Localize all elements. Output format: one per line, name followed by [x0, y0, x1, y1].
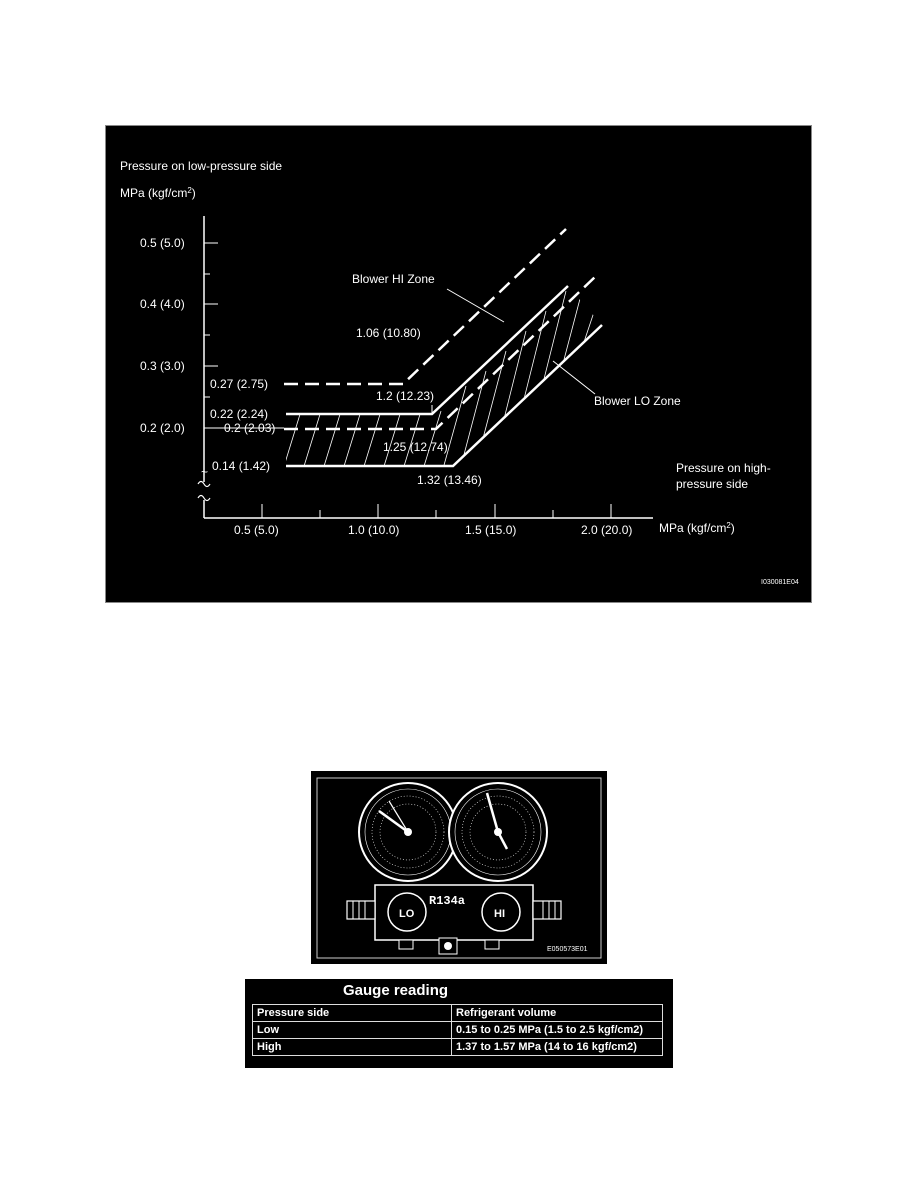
y-tick-label-0.4: 0.4 (4.0): [140, 297, 185, 311]
y-ticks: [204, 243, 218, 428]
x-ticks: [262, 504, 611, 518]
x-tick-label-2.0: 2.0 (20.0): [581, 523, 633, 537]
corner-label-1.2: 1.2 (12.23): [376, 389, 435, 403]
header-refrigerant-volume: Refrigerant volume: [452, 1005, 663, 1022]
table-row: [253, 1039, 663, 1056]
hi-gauge-dial: [449, 783, 547, 881]
hi-zone-upper-line: [284, 229, 566, 384]
r134a-label: R134a: [429, 894, 466, 908]
corner-label-1.06: 1.06 (10.80): [356, 326, 421, 340]
bottom-fitting-center-port: [444, 942, 452, 950]
gauge-reading-title: Gauge reading: [343, 982, 449, 999]
y-axis-title: Pressure on low-pressure side: [120, 159, 283, 173]
label-0.22: 0.22 (2.24): [210, 407, 269, 421]
lo-knob-label: LO: [399, 908, 415, 920]
label-0.27: 0.27 (2.75): [210, 377, 269, 391]
x-axis-unit: MPa $(kgf/cm^2)$: [659, 520, 735, 535]
chart-figure-code: I030081E04: [761, 579, 799, 586]
left-fitting: [347, 901, 375, 919]
manifold-gauge-figure: [311, 771, 607, 964]
x-axis-title-line1: Pressure on high-: [676, 461, 771, 475]
gauge-reading-table-box: [245, 979, 673, 1068]
y-tick-label-0.2: 0.2 (2.0): [140, 421, 185, 435]
blower-hi-zone-label: Blower HI Zone: [352, 272, 435, 286]
gauge-reading-table: [252, 1004, 663, 1056]
row-high-side: High: [253, 1039, 452, 1056]
label-0.14: 0.14 (1.42): [212, 459, 271, 473]
y-tick-label-0.5: 0.5 (5.0): [140, 236, 185, 250]
row-low-value: 0.15 to 0.25 MPa (1.5 to 2.5 kgf/cm2): [452, 1022, 663, 1039]
x-tick-label-1.0: 1.0 (10.0): [348, 523, 400, 537]
corner-label-1.25: 1.25 (12.74): [383, 440, 448, 454]
y-axis-break-1: [198, 482, 210, 487]
row-low-side: Low: [253, 1022, 452, 1039]
pressure-chart: [105, 125, 812, 603]
y-tick-label-0.3: 0.3 (3.0): [140, 359, 185, 373]
table-header-row: [253, 1005, 663, 1022]
hi-knob-label: HI: [494, 908, 505, 920]
pressure-chart-svg: [106, 126, 813, 604]
table-row: [253, 1022, 663, 1039]
right-fitting: [533, 901, 561, 919]
label-0.2: 0.2 (2.03): [224, 421, 276, 435]
hi-zone-pointer: [447, 289, 504, 322]
blower-lo-zone-label: Blower LO Zone: [594, 394, 681, 408]
y-axis-break-2: [198, 496, 210, 501]
lo-zone-pointer: [553, 361, 595, 394]
lo-gauge-dial: [359, 783, 457, 881]
bottom-fitting-left: [399, 940, 413, 949]
x-tick-label-1.5: 1.5 (15.0): [465, 523, 517, 537]
y-axis-unit: MPa $(kgf/cm^2)$: [120, 185, 196, 200]
bottom-fitting-right: [485, 940, 499, 949]
x-tick-label-0.5: 0.5 (5.0): [234, 523, 279, 537]
row-high-value: 1.37 to 1.57 MPa (14 to 16 kgf/cm2): [452, 1039, 663, 1056]
corner-label-1.32: 1.32 (13.46): [417, 473, 482, 487]
header-pressure-side: Pressure side: [253, 1005, 452, 1022]
gauge-figure-code: E050573E01: [547, 946, 588, 953]
manifold-gauge-svg: [311, 771, 607, 964]
axis-break-squiggle: ~: [201, 465, 209, 479]
x-axis-title-line2: pressure side: [676, 477, 749, 491]
